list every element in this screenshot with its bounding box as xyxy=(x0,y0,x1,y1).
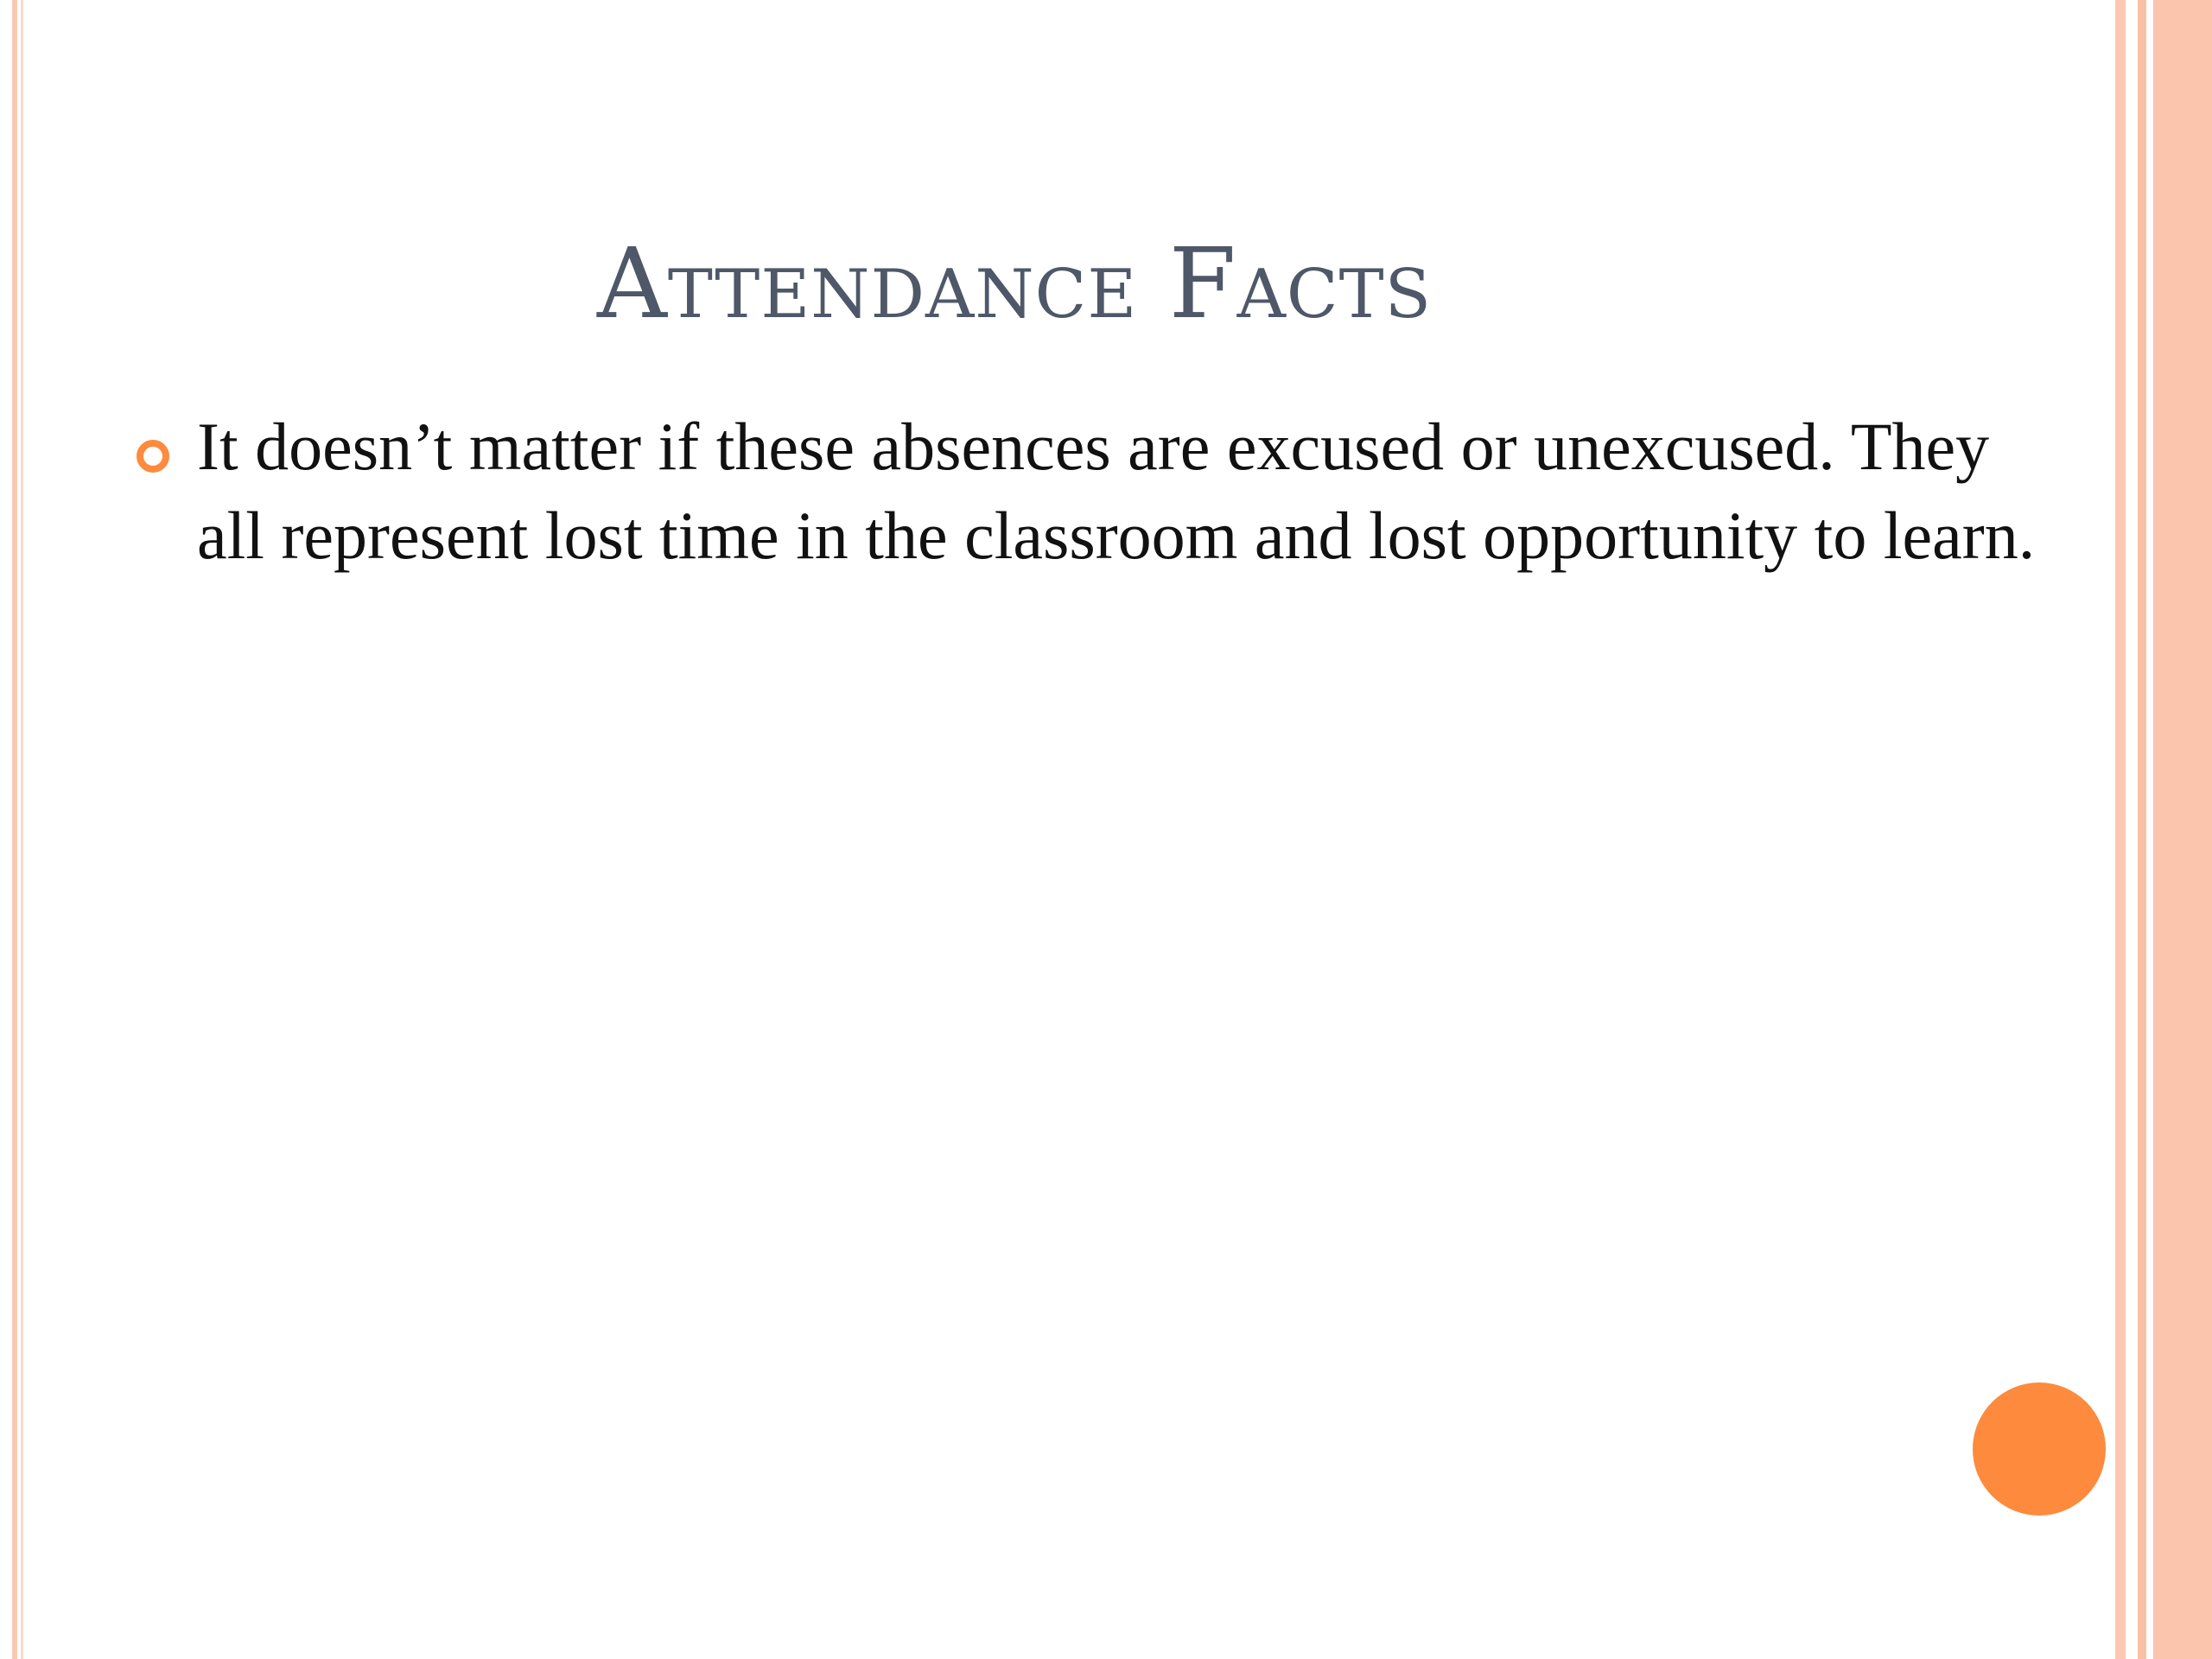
decorative-circle xyxy=(1973,1382,2106,1516)
right-border-stripe xyxy=(2115,0,2126,1659)
right-border-gap xyxy=(2146,0,2153,1659)
right-border-stripe xyxy=(2138,0,2146,1659)
ring-bullet-icon xyxy=(135,438,171,474)
slide-title: Attendance Facts xyxy=(596,228,1433,340)
bullet-text: It doesn’t matter if these absences are excused or unexcused. They all represent lost time in the classroom and lost opportunity to learn. xyxy=(197,409,2036,573)
right-border-band xyxy=(2153,0,2212,1659)
